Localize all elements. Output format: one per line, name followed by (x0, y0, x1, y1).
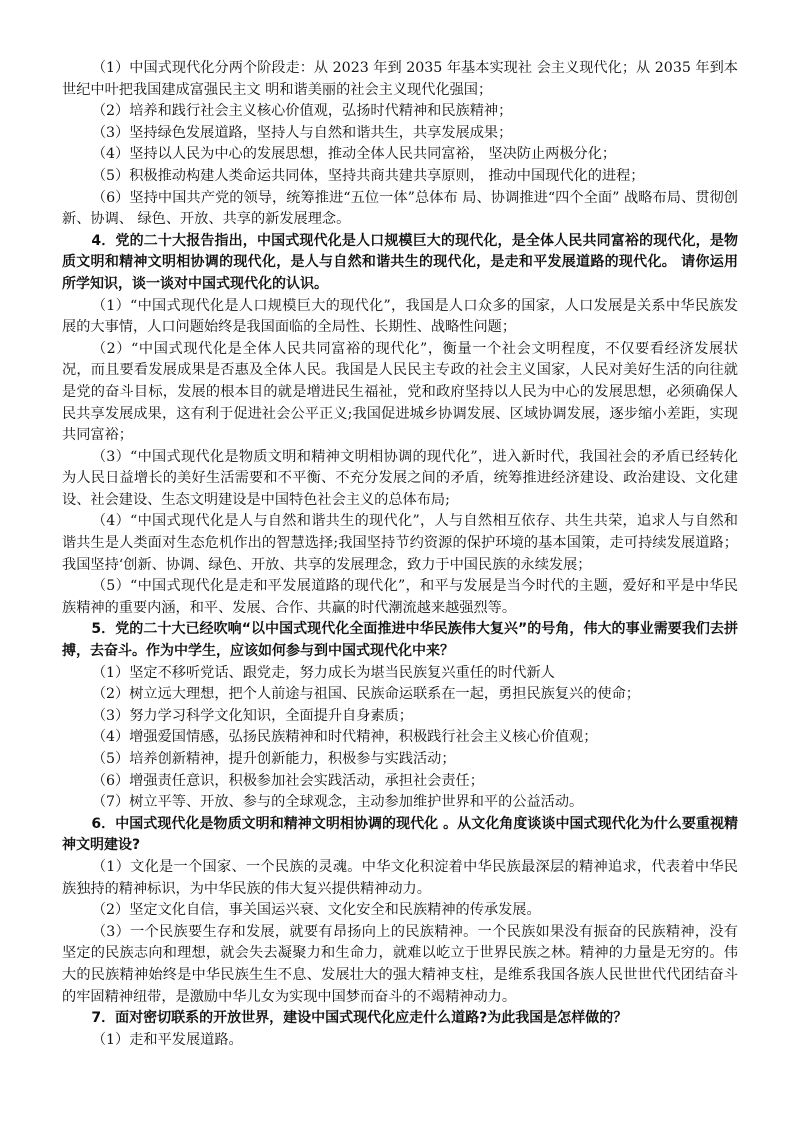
question-5: 5．党的二十大已经吹响“以中国式现代化全面推进中华民族伟大复兴”的号角，伟大的事业需要我们去拼搏，去奋斗。作为中学生，应该如何参与到中国式现代化中来？ (62, 621, 738, 660)
answer-item: （6）增强责任意识，积极参加社会实践活动，承担社会责任； (91, 772, 484, 789)
answer-item: （3）“中国式现代化是物质文明和精神文明相协调的现代化”，进入新时代，我国社会的矛盾已经转化为人民日益增长的美好生活需要和不平衡、不充分发展之间的矛盾，统筹推进经济建设、政治建设、文化建设、社会建设、生态文明建设是中国特色社会主义的总体布局; (62, 448, 738, 508)
answer-item: （5）培养创新精神，提升创新能力，积极参与实践活动； (91, 751, 456, 767)
question-6: 6．中国式现代化是物质文明和精神文明相协调的现代化 。从文化角度谈谈中国式现代化为什么要重视精神文明建设? (62, 815, 738, 854)
answer-item: （4）坚持以人民为中心的发展思想，推动全体人民共同富裕， 坚决防止两极分化； (91, 146, 617, 163)
answer-item: （5）“中国式现代化是走和平发展道路的现代化”，和平与发展是当今时代的主题，爱好和平是中华民族精神的重要内涵，和平、发展、合作、共赢的时代潮流越来越强烈等。 (62, 578, 738, 616)
answer-item: （3）一个民族要生存和发展，就要有昂扬向上的民族精神。一个民族如果没有振奋的民族精神，没有坚定的民族志向和理想，就会失去凝聚力和生命力，就难以屹立于世界民族之林。精神的力量是无穷的。伟大的民族精神始终是中华民族生生不息、发展壮大的强大精神支柱，是维系我国各族人民世世代代团结奋斗的牢固精神纽带，是激励中华儿女为实现中国梦而奋斗的不竭精神动力。 (62, 923, 738, 1005)
answer-item: （3）坚持绿色发展道路，坚持人与自然和谐共生，共享发展成果； (91, 124, 513, 141)
document-content (62, 58, 738, 1051)
answer-item: （1）走和平发展道路。 (91, 1031, 243, 1048)
answer-item: （4）“中国式现代化是人与自然和谐共生的现代化”，人与自然相互依存、共生共荣，追求人与自然和谐共生是人类面对生态危机作出的智慧选择;我国坚持节约资源的保护环境的基本国策，走可持续发展道路；我国坚持‘创新、协调、绿色、开放、共享的发展理念，致力于中国民族的永续发展； (62, 513, 738, 573)
question-7: 7．面对密切联系的开放世界，建设中国式现代化应走什么道路?为此我国是怎样做的？ (91, 1010, 628, 1027)
question-4: 4．党的二十大报告指出，中国式现代化是人口规模巨大的现代化，是全体人民共同富裕的现代化，是物质文明和精神文明相协调的现代化，是人与自然和谐共生的现代化，是走和平发展道路的现代化。 请你运用所学知识，谈一谈对中国式现代化的认识。 (62, 232, 738, 292)
answer-item: （6）坚持中国共产党的领导，统筹推进“五位一体”总体布 局、协调推进“四个全面” 战略布局、贯彻创新、协调、 绿色、开放、共享的新发展理念。 (62, 189, 738, 228)
answer-item: （1）中国式现代化分两个阶段走：从 2023 年到 2035 年基本实现社 会主义现代化；从 2035 年到本世纪中叶把我国建成富强民主文 明和谐美丽的社会主义现代化强国； (62, 60, 738, 98)
answer-item: （2）“中国式现代化是全体人民共同富裕的现代化”，衡量一个社会文明程度，不仅要看经济发展状况，而且要看发展成果是否惠及全体人民。我国是人民民主专政的社会主义国家，人民对美好生活的向往就是党的奋斗目标，发展的根本目的就是增进民生福祉，党和政府坚持以人民为中心的发展思想，必须确保人民共享发展成果，这有利于促进社会公平正义;我国促进城乡协调发展、区域协调发展，逐步缩小差距，实现共同富裕； (62, 340, 738, 444)
answer-item: （5）积极推动构建人类命运共同体，坚持共商共建共享原则， 推动中国现代化的进程； (91, 167, 645, 184)
answer-item: （3）努力学习科学文化知识，全面提升自身素质； (91, 707, 413, 724)
answer-item: （1）“中国式现代化是人口规模巨大的现代化”，我国是人口众多的国家，人口发展是关系中华民族发展的大事情，人口问题始终是我国面临的全局性、长期性、战略性问题； (62, 297, 738, 336)
answer-item: （2）树立远大理想，把个人前途与祖国、民族命运联系在一起，勇担民族复兴的使命； (91, 686, 640, 703)
answer-item: （4）增强爱国情感，弘扬民族精神和时代精神，积极践行社会主义核心价值观； (91, 729, 598, 746)
answer-item: （7）树立平等、开放、参与的全球观念，主动参加维护世界和平的公益活动。 (91, 794, 584, 811)
answer-item: （2）坚定文化自信，事关国运兴衰、文化安全和民族精神的传承发展。 (91, 902, 541, 919)
answer-item: （1）文化是一个国家、一个民族的灵魂。中华文化积淀着中华民族最深层的精神追求，代表着中华民族独持的精神标识，为中华民族的伟大复兴提供精神动力。 (62, 858, 738, 897)
answer-item: （2）培养和践行社会主义核心价值观，弘扬时代精神和民族精神； (91, 103, 513, 120)
answer-item: （1）坚定不移听党话、跟党走，努力成长为堪当民族复兴重任的时代新人 (91, 664, 555, 681)
